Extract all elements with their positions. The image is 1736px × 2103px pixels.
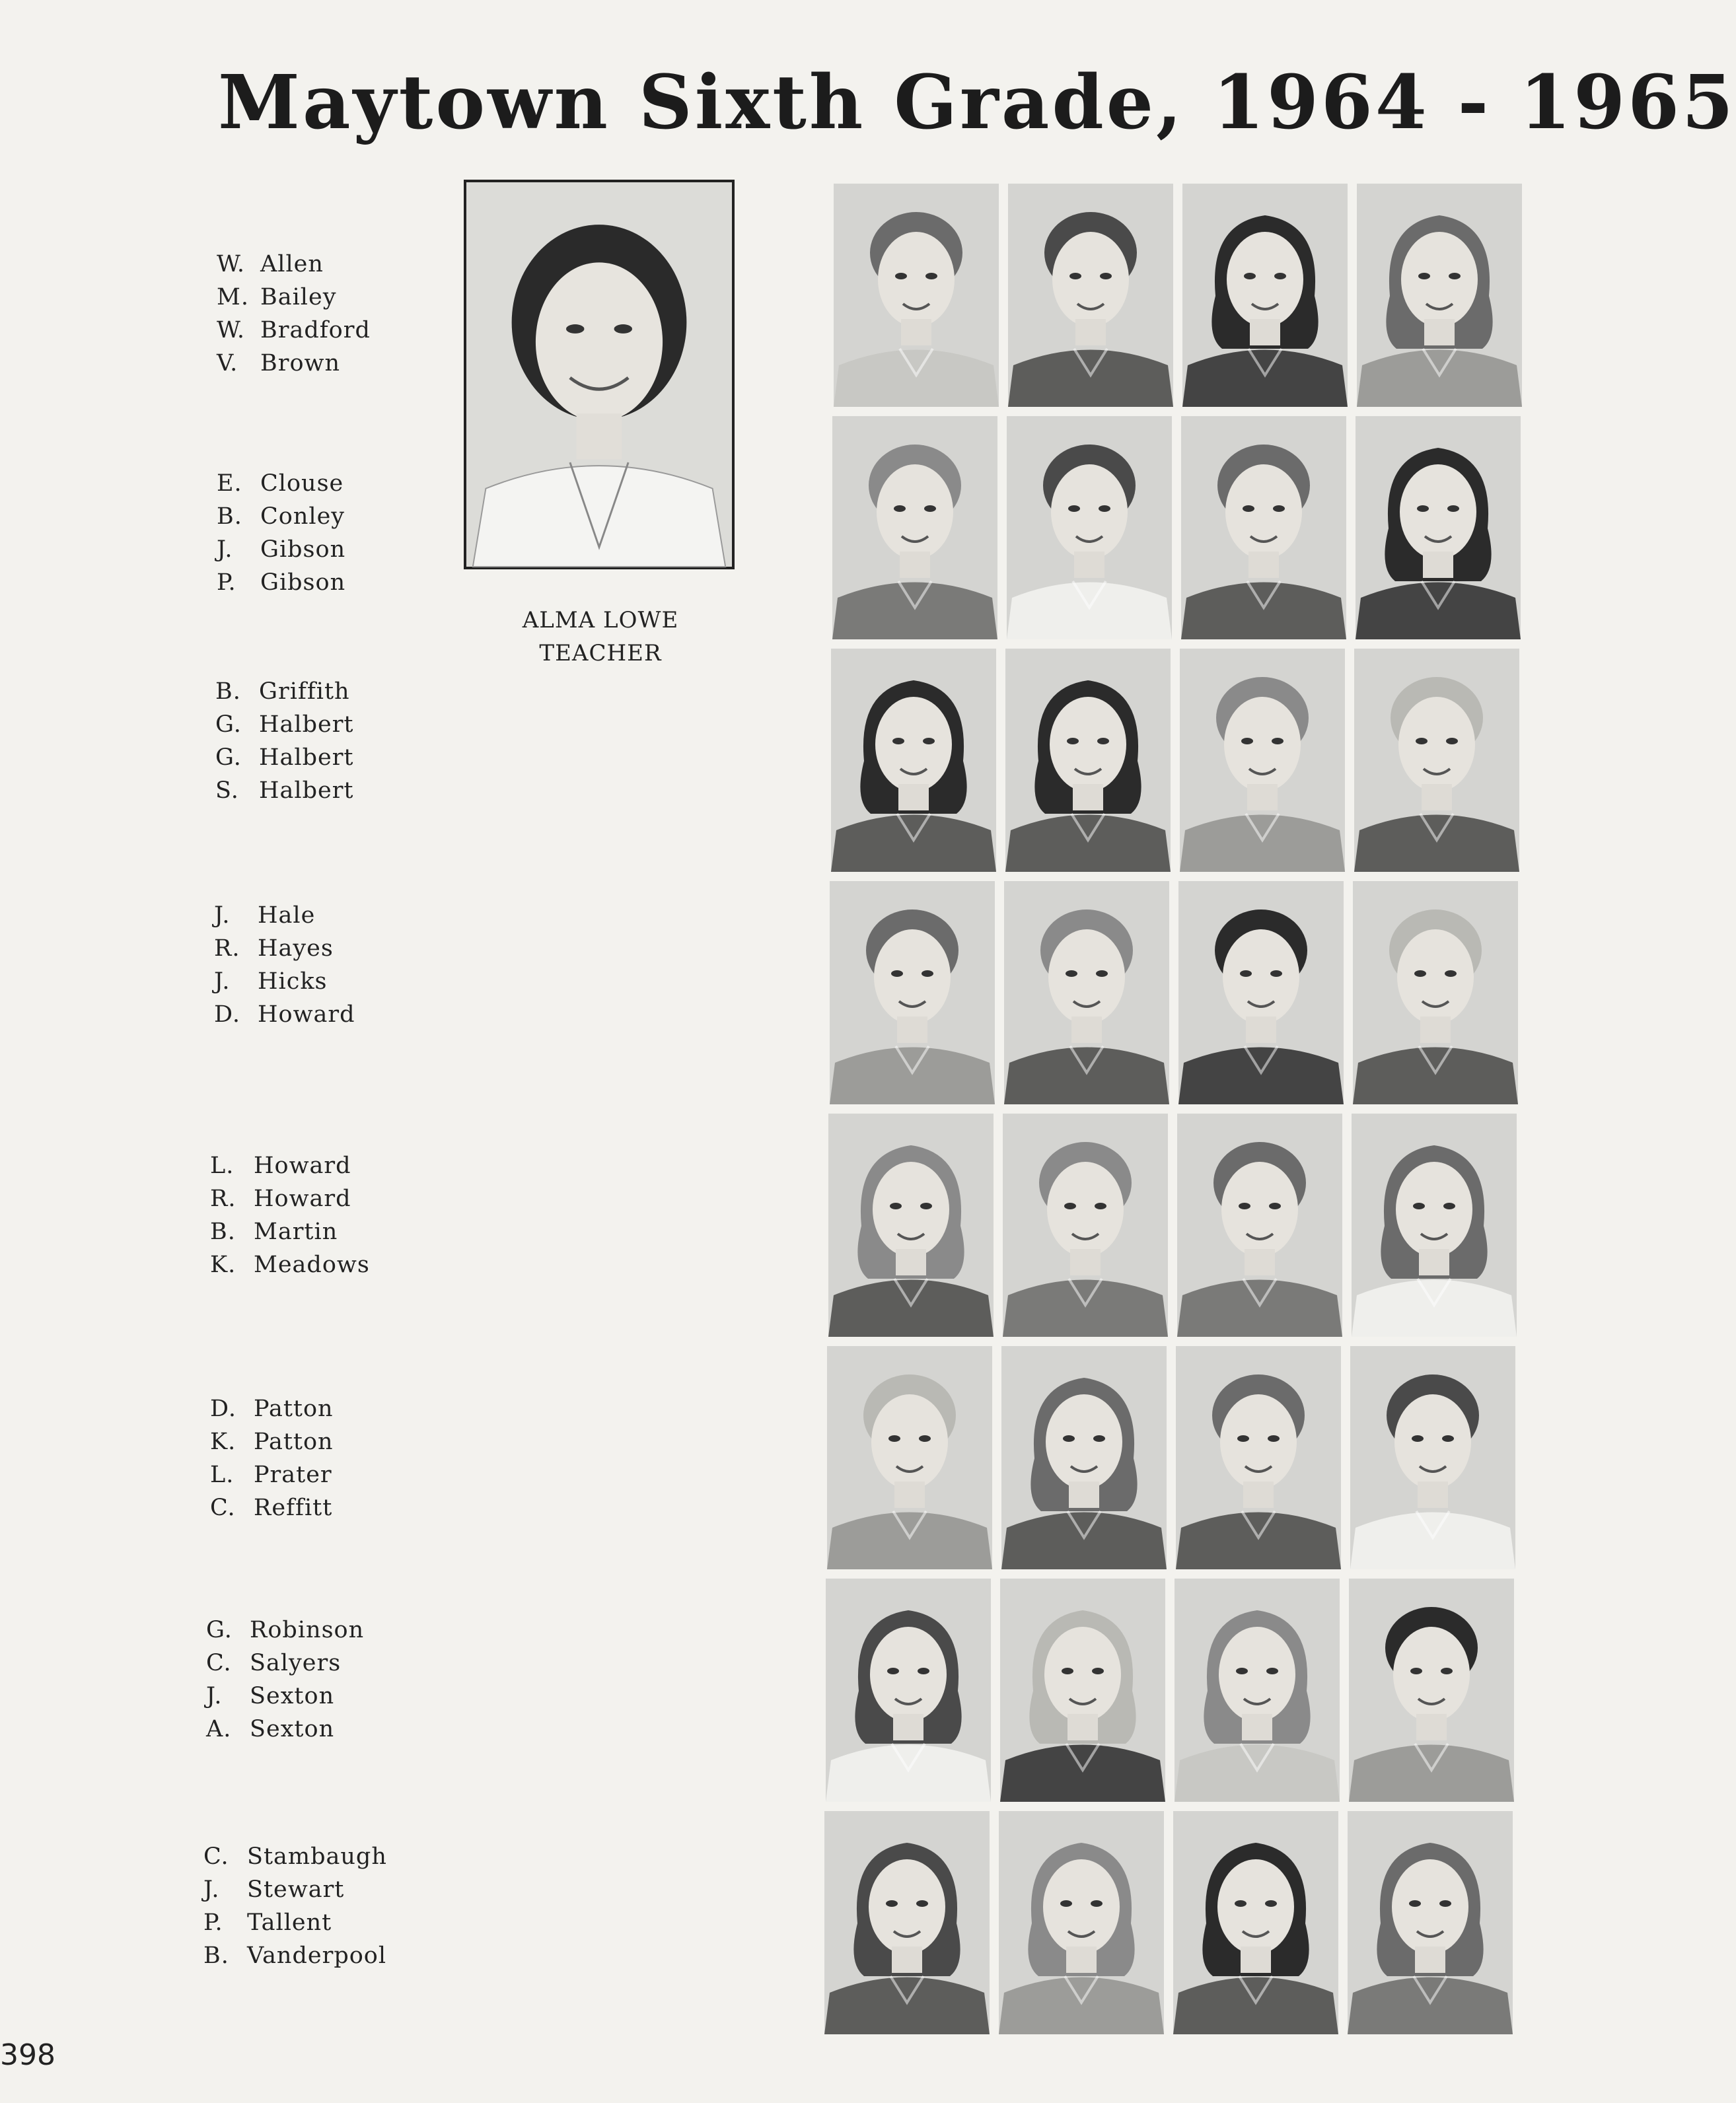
student-name <box>206 1614 364 1647</box>
student-name <box>217 467 345 500</box>
page-title: Maytown Sixth Grade, 1964 - 1965 <box>218 59 1736 146</box>
student-name <box>217 500 345 533</box>
student-surname: Meadows <box>254 1252 370 1278</box>
student-name <box>210 1491 334 1524</box>
student-name <box>203 1840 387 1873</box>
student-portrait <box>1348 1811 1513 2034</box>
student-surname: Tallent <box>247 1909 332 1936</box>
student-surname: Hicks <box>258 968 328 995</box>
student-initial: J. <box>217 536 233 563</box>
student-initial: B. <box>210 1219 236 1245</box>
student-surname: Sexton <box>250 1716 335 1742</box>
student-portrait <box>1008 184 1173 407</box>
student-portrait <box>827 1346 992 1569</box>
student-name <box>203 1939 387 1972</box>
student-initial: G. <box>206 1617 233 1643</box>
student-portrait <box>1177 1114 1342 1337</box>
student-initial: W. <box>217 317 245 343</box>
student-portrait <box>830 881 995 1104</box>
student-surname: Hale <box>258 902 316 929</box>
student-surname: Halbert <box>259 711 354 738</box>
teacher-role: TEACHER <box>539 640 662 666</box>
student-portrait <box>828 1114 994 1337</box>
student-initial: W. <box>217 251 245 277</box>
student-surname: Patton <box>254 1396 334 1422</box>
student-name <box>215 741 354 774</box>
student-surname: Sexton <box>250 1683 335 1709</box>
student-initial: C. <box>210 1495 236 1521</box>
student-portrait <box>834 184 999 407</box>
student-initial: M. <box>217 284 249 310</box>
student-initial: D. <box>214 1001 240 1028</box>
student-initial: S. <box>215 777 239 804</box>
student-initial: E. <box>217 470 242 497</box>
student-name <box>215 774 354 807</box>
student-initial: R. <box>214 935 240 962</box>
student-portrait <box>1182 184 1348 407</box>
student-initial: C. <box>203 1843 229 1870</box>
student-initial: A. <box>206 1716 232 1742</box>
student-surname: Conley <box>260 503 345 530</box>
student-portrait <box>832 416 997 639</box>
student-initial: C. <box>206 1650 232 1676</box>
student-initial: G. <box>215 711 242 738</box>
student-portrait <box>1003 1114 1168 1337</box>
student-surname: Salyers <box>250 1650 342 1676</box>
student-initial: L. <box>210 1462 235 1488</box>
teacher-portrait <box>464 180 735 569</box>
student-portrait <box>1173 1811 1338 2034</box>
student-surname: Clouse <box>260 470 344 497</box>
student-name <box>217 533 345 566</box>
student-name <box>210 1458 334 1491</box>
student-name <box>203 1873 387 1906</box>
student-surname: Martin <box>254 1219 338 1245</box>
student-surname: Howard <box>254 1153 351 1179</box>
student-surname: Howard <box>258 1001 355 1028</box>
student-name <box>210 1215 370 1248</box>
name-group <box>210 1392 334 1524</box>
student-initial: J. <box>214 902 231 929</box>
student-name <box>210 1392 334 1425</box>
student-name <box>206 1713 364 1746</box>
student-portrait <box>1180 649 1345 872</box>
student-surname: Robinson <box>250 1617 365 1643</box>
student-name <box>206 1680 364 1713</box>
student-surname: Vanderpool <box>247 1943 387 1969</box>
name-group <box>203 1840 387 1972</box>
student-portrait-grid <box>834 184 1554 2046</box>
student-portrait <box>1000 1579 1165 1802</box>
student-portrait <box>1349 1579 1514 1802</box>
student-name <box>210 1248 370 1281</box>
student-surname: Hayes <box>258 935 334 962</box>
student-surname: Brown <box>260 350 341 376</box>
student-surname: Griffith <box>259 678 350 705</box>
student-name <box>210 1149 370 1182</box>
student-initial: K. <box>210 1252 236 1278</box>
name-group <box>217 248 371 380</box>
student-surname: Bradford <box>260 317 371 343</box>
student-initial: P. <box>203 1909 223 1936</box>
student-name <box>214 932 355 965</box>
student-name <box>215 708 354 741</box>
student-initial: J. <box>203 1876 220 1903</box>
student-surname: Patton <box>254 1429 334 1455</box>
student-name <box>203 1906 387 1939</box>
student-portrait <box>1004 881 1169 1104</box>
student-initial: B. <box>217 503 242 530</box>
student-portrait <box>1352 1114 1517 1337</box>
student-initial: L. <box>210 1153 235 1179</box>
student-initial: K. <box>210 1429 236 1455</box>
student-name <box>214 899 355 932</box>
student-name <box>217 281 371 314</box>
teacher-caption <box>462 604 739 670</box>
student-surname: Halbert <box>259 744 354 771</box>
student-surname: Halbert <box>259 777 354 804</box>
teacher-name: ALMA LOWE <box>522 607 679 633</box>
student-name <box>210 1182 370 1215</box>
student-portrait <box>1178 881 1344 1104</box>
page-number: 398 <box>0 2038 55 2072</box>
student-portrait <box>826 1579 991 1802</box>
student-surname: Stambaugh <box>247 1843 387 1870</box>
student-portrait <box>1001 1346 1167 1569</box>
student-surname: Gibson <box>260 536 346 563</box>
student-name <box>214 965 355 998</box>
student-portrait <box>1007 416 1172 639</box>
student-portrait <box>1354 649 1519 872</box>
student-name <box>214 998 355 1031</box>
student-portrait <box>999 1811 1164 2034</box>
student-portrait <box>831 649 996 872</box>
student-portrait <box>1175 1579 1340 1802</box>
student-portrait <box>824 1811 990 2034</box>
student-portrait <box>1181 416 1346 639</box>
student-portrait <box>1176 1346 1341 1569</box>
student-name <box>210 1425 334 1458</box>
student-name <box>217 347 371 380</box>
name-group <box>210 1149 370 1281</box>
student-portrait <box>1353 881 1518 1104</box>
student-name <box>215 675 354 708</box>
student-initial: R. <box>210 1186 236 1212</box>
student-initial: P. <box>217 569 236 596</box>
name-group <box>214 899 355 1031</box>
student-name <box>217 248 371 281</box>
student-initial: J. <box>206 1683 223 1709</box>
student-initial: B. <box>203 1943 229 1969</box>
student-surname: Gibson <box>260 569 346 596</box>
student-surname: Stewart <box>247 1876 345 1903</box>
student-surname: Prater <box>254 1462 332 1488</box>
student-initial: G. <box>215 744 242 771</box>
student-surname: Allen <box>260 251 324 277</box>
student-name <box>217 314 371 347</box>
student-name <box>206 1647 364 1680</box>
student-surname: Reffitt <box>254 1495 333 1521</box>
student-initial: J. <box>214 968 231 995</box>
student-portrait <box>1350 1346 1515 1569</box>
student-initial: V. <box>217 350 238 376</box>
name-group <box>217 467 345 599</box>
name-group <box>206 1614 364 1746</box>
student-surname: Bailey <box>260 284 337 310</box>
student-initial: D. <box>210 1396 236 1422</box>
student-portrait <box>1357 184 1522 407</box>
name-group <box>215 675 354 807</box>
student-name <box>217 566 345 599</box>
student-portrait <box>1005 649 1171 872</box>
student-portrait <box>1356 416 1521 639</box>
student-initial: B. <box>215 678 241 705</box>
student-surname: Howard <box>254 1186 351 1212</box>
